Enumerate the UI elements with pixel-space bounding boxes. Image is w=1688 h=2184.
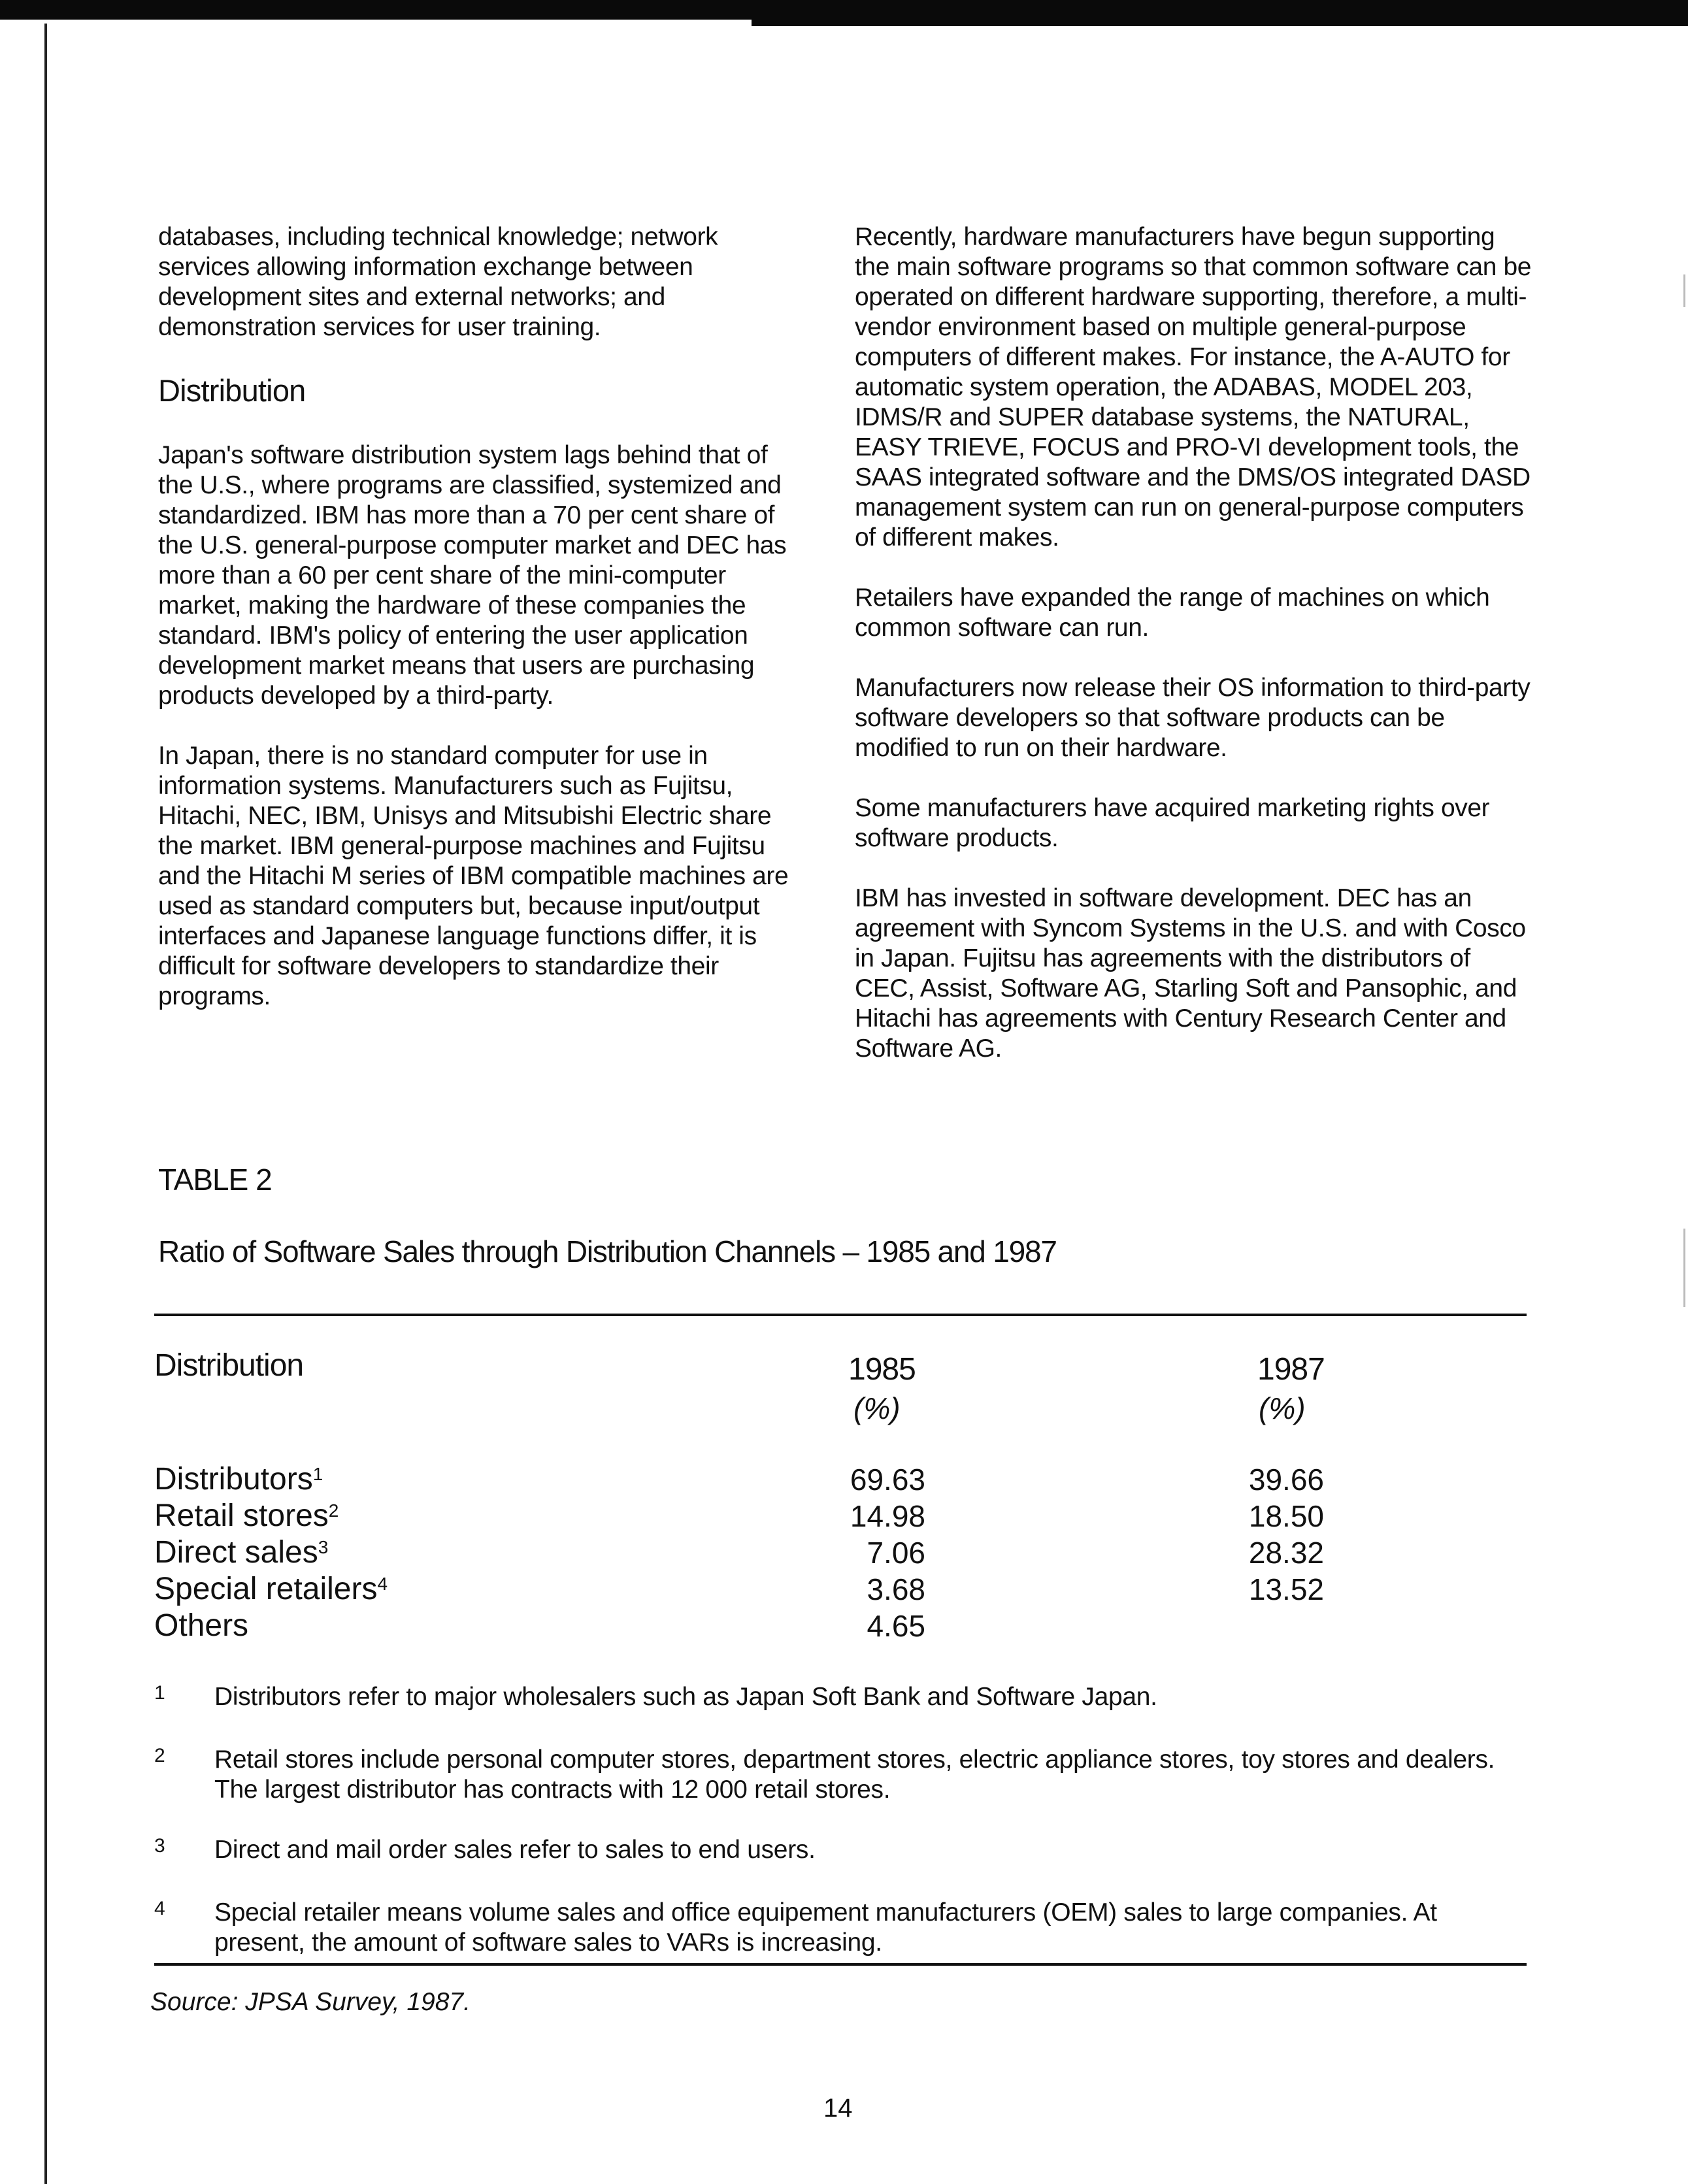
paragraph: IBM has invested in software development. DEC has an agreement with Syncom Systems in the U.S. and with Cosco in Japan. Fujitsu has agreements with the distributors of CEC, Assist, Software AG, Starling Soft and Pansophic, and Hitachi has agreements with Century Research Center and Software AG. bbox=[855, 884, 1526, 1063]
footnote-text: Special retailer means volume sales and office equipement manufacturers (OEM) sales to large companies. At present, the amount of software sales to VARs is increasing. bbox=[214, 1898, 1437, 1957]
table-cell-1987: 28.32 bbox=[1248, 1536, 1324, 1570]
table-cell-1987: 18.50 bbox=[1248, 1499, 1324, 1533]
footnote-mark: 3 bbox=[154, 1835, 165, 1857]
table-row-label: Retail stores$^2$ bbox=[154, 1498, 339, 1533]
footnote bbox=[154, 1682, 1533, 1712]
table-cell-1985: 69.63 bbox=[850, 1463, 925, 1497]
table-cell-1985: 3.68 bbox=[867, 1572, 925, 1606]
footnote-text: Direct and mail order sales refer to sales to end users. bbox=[214, 1836, 816, 1864]
table-cell-1987: 39.66 bbox=[1248, 1463, 1324, 1497]
column-unit-1985: (%) bbox=[853, 1391, 901, 1425]
table-cell-1985: 7.06 bbox=[867, 1536, 925, 1570]
column-header-distribution: Distribution bbox=[154, 1348, 304, 1383]
table-row-label: Direct sales$^3$ bbox=[154, 1535, 329, 1570]
left-text-column bbox=[158, 222, 805, 1042]
table-cell-1985: 4.65 bbox=[867, 1609, 925, 1643]
paragraph: Japan's software distribution system lags behind that of the U.S., where programs are classified, systemized and standardized. IBM has more than a 70 per cent share of the U.S. general-purpose computer market and DEC has more than a 60 per cent share of the mini-computer market, making the hardware of these companies the standard. IBM's policy of entering the user application development market means that users are purchasing products developed by a third-party. bbox=[158, 441, 787, 710]
column-unit-1987: (%) bbox=[1259, 1391, 1306, 1425]
table-row-label: Distributors$^1$ bbox=[154, 1462, 323, 1497]
scan-border-gap bbox=[0, 20, 752, 26]
footnote-ref: 4 bbox=[377, 1574, 388, 1594]
scan-speck bbox=[1683, 1229, 1685, 1307]
column-header-1985: 1985 bbox=[848, 1352, 916, 1387]
footnote-mark: 2 bbox=[154, 1745, 165, 1766]
paragraph: In Japan, there is no standard computer for use in information systems. Manufacturers such as Fujitsu, Hitachi, NEC, IBM, Unisys and Mitsubishi Electric share the market. IBM general-purpose machines and Fujitsu and the Hitachi M series of IBM compatible machines are used as standard computers but, because input/output interfaces and Japanese language functions differ, it is difficult for software developers to standardize their programs. bbox=[158, 742, 789, 1010]
table-row-label: Special retailers$^4$ bbox=[154, 1572, 388, 1606]
table-title: Ratio of Software Sales through Distribution Channels – 1985 and 1987 bbox=[158, 1234, 1057, 1268]
footnote-mark: 1 bbox=[154, 1682, 165, 1704]
table-bottom-rule bbox=[154, 1963, 1527, 1966]
scan-left-margin-line bbox=[44, 24, 47, 2184]
paragraph: databases, including technical knowledge; network services allowing information exchange between development sites and external networks; and demonstration services for user training. bbox=[158, 223, 718, 341]
column-header-1987: 1987 bbox=[1257, 1352, 1325, 1387]
paragraph: Recently, hardware manufacturers have begun supporting the main software programs so that common software can be operated on different hardware supporting, therefore, a multi-vendor environment based on multiple general-purpose computers of different makes. For instance, the A-AUTO for automatic system operation, the ADABAS, MODEL 203, IDMS/R and SUPER database systems, the NATURAL, EASY TRIEVE, FOCUS and PRO-VI development tools, the SAAS integrated software and the DMS/OS integrated DASD management system can run on general-purpose computers of different makes. bbox=[855, 223, 1532, 552]
table-top-rule bbox=[154, 1314, 1527, 1316]
page-number: 14 bbox=[823, 2094, 853, 2123]
footnote-ref: 2 bbox=[328, 1500, 339, 1521]
paragraph: Some manufacturers have acquired marketing rights over software products. bbox=[855, 794, 1490, 852]
footnote-text: Retail stores include personal computer stores, department stores, electric appliance stores, toy stores and dealers. The largest distributor has contracts with 12 000 retail stores. bbox=[214, 1746, 1495, 1804]
table-cell-1985: 14.98 bbox=[850, 1499, 925, 1533]
table-label: TABLE 2 bbox=[158, 1163, 272, 1197]
paragraph: Retailers have expanded the range of machines on which common software can run. bbox=[855, 584, 1490, 642]
table-row-label: Others bbox=[154, 1608, 249, 1643]
footnote-ref: 3 bbox=[318, 1537, 329, 1557]
table-source: Source: JPSA Survey, 1987. bbox=[150, 1988, 471, 2016]
scan-speck bbox=[1683, 274, 1685, 307]
paragraph: Manufacturers now release their OS information to third-party software developers so that software products can be modified to run on their hardware. bbox=[855, 674, 1531, 762]
footnote-ref: 1 bbox=[312, 1464, 323, 1484]
section-heading: Distribution bbox=[158, 373, 306, 408]
footnote bbox=[154, 1745, 1533, 1805]
right-text-column bbox=[855, 222, 1534, 1094]
footnote-mark: 4 bbox=[154, 1898, 165, 1919]
footnote-text: Distributors refer to major wholesalers such as Japan Soft Bank and Software Japan. bbox=[214, 1683, 1157, 1711]
table-cell-1987: 13.52 bbox=[1248, 1572, 1324, 1606]
footnote bbox=[154, 1898, 1533, 1958]
footnote bbox=[154, 1835, 1533, 1865]
